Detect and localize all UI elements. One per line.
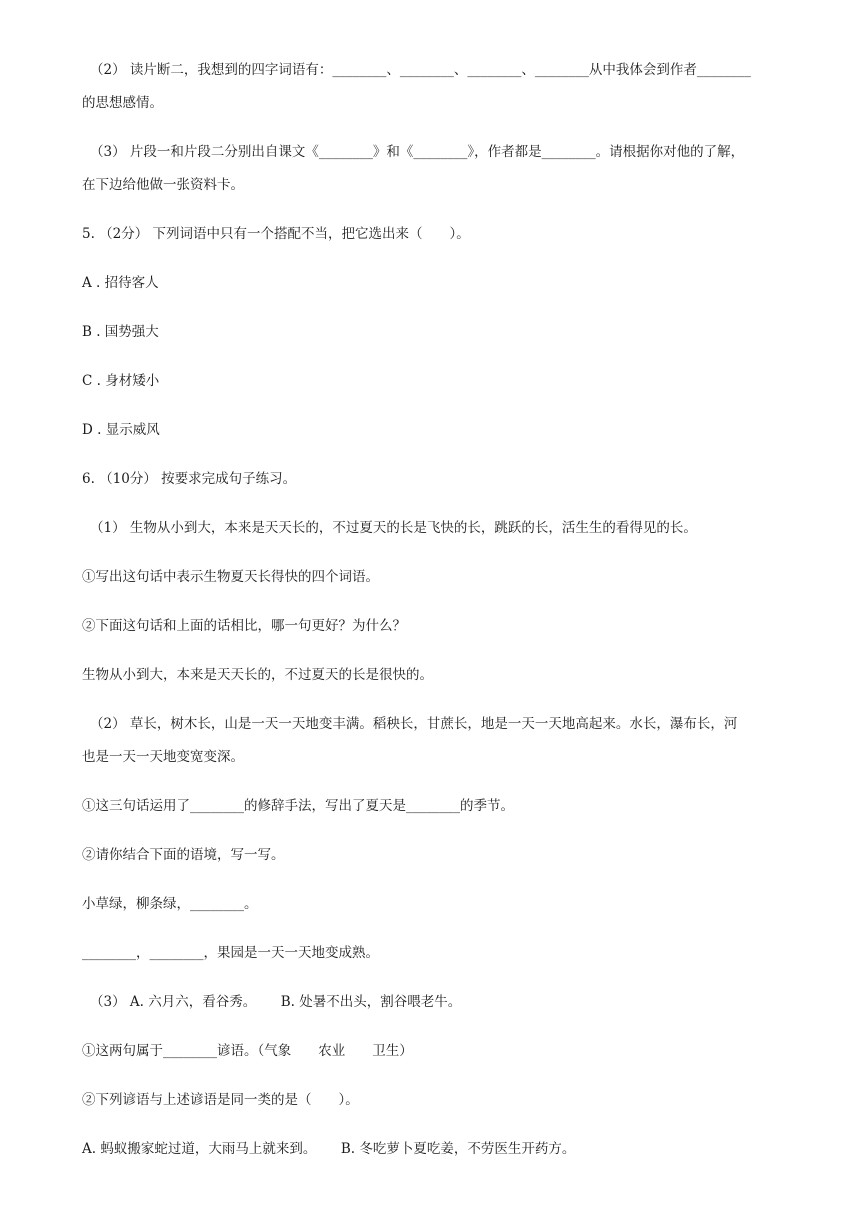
q4-part3-line1: （3） 片段一和片段二分别出自课文《________》和《________》，作者都是________。请根据你对他的了解， (90, 144, 745, 160)
q5-heading: 5. （2分） 下列词语中只有一个搭配不当，把它选出来（ ）。 (82, 226, 470, 242)
q4-part2-line1: （2） 读片断二，我想到的四字词语有：________、________、________、________从中我体会到作者________ (90, 62, 751, 78)
q6-part3-proverbs: （3） A. 六月六，看谷秀。 B. 处暑不出头，割谷喂老牛。 (90, 994, 462, 1010)
q6-part2-task1: ①这三句话运用了________的修辞手法，写出了夏天是________的季节。 (82, 798, 514, 814)
q6-part1-task1: ①写出这句话中表示生物夏天长得快的四个词语。 (82, 569, 379, 585)
q6-part3-options: A. 蚂蚁搬家蛇过道，大雨马上就来到。 B. 冬吃萝卜夏吃姜，不劳医生开药方。 (82, 1141, 576, 1157)
q6-part1-task2: ②下面这句话和上面的话相比，哪一句更好？为什么？ (82, 618, 406, 634)
q5-option-a: A . 招待客人 (82, 275, 159, 291)
q6-part1-sentence: （1） 生物从小到大，本来是天天长的，不过夏天的长是飞快的长，跳跃的长，活生生的看得见的长。 (90, 520, 697, 536)
q6-part2-line2: 也是一天一天地变宽变深。 (82, 749, 244, 765)
q6-part3-task1: ①这两句属于________谚语。（气象 农业 卫生） (82, 1043, 413, 1059)
q5-option-b: B . 国势强大 (82, 324, 159, 340)
q6-part2-fill2: ________，________，果园是一天一天地变成熟。 (82, 945, 379, 961)
q5-option-d: D . 显示威风 (82, 422, 160, 438)
q6-part2-task2: ②请你结合下面的语境，写一写。 (82, 847, 285, 863)
q6-part2-line1: （2） 草长，树木长，山是一天一天地变丰满。稻秧长，甘蔗长，地是一天一天地高起来。水长，瀑布长，河 (90, 716, 738, 732)
q6-part1-compare-sentence: 生物从小到大，本来是天天长的，不过夏天的长是很快的。 (82, 667, 433, 683)
q6-part3-task2: ②下列谚语与上述谚语是同一类的是（ ）。 (82, 1092, 359, 1108)
q6-part2-fill1: 小草绿，柳条绿，________。 (82, 896, 258, 912)
q4-part2-line2: 的思想感情。 (82, 95, 163, 111)
q6-heading: 6. （10分） 按要求完成句子练习。 (82, 471, 297, 487)
q4-part3-line2: 在下边给他做一张资料卡。 (82, 177, 244, 193)
q5-option-c: C . 身材矮小 (82, 373, 160, 389)
